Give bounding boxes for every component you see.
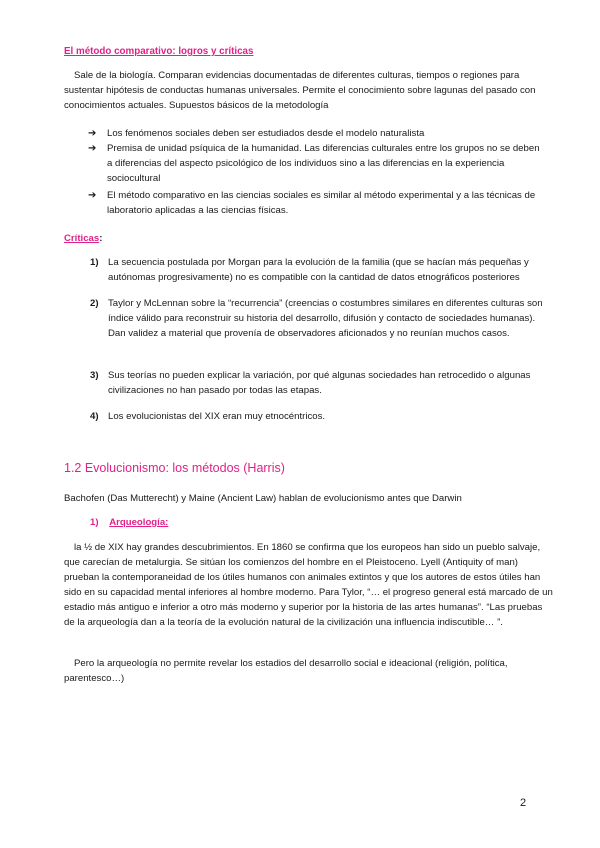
arqueologia-paragraph-2: Pero la arqueología no permite revelar los estadios del desarrollo social e ideacional (religión, política, parentesco…) xyxy=(64,658,508,684)
section2-intro: Bachofen (Das Mutterecht) y Maine (Ancient Law) hablan de evolucionismo antes que Darwin xyxy=(64,493,462,504)
list-number: 3) xyxy=(90,370,99,381)
arqueologia-paragraph: la ½ de XIX hay grandes descubrimientos. En 1860 se confirma que los europeos han sido un pueblo salvaje, que carecían de metalurgia. Se sitúan los comienzos del hombre en el Pleistoceno. Lyell (Antiquity of man) prueban la contemporaneidad de los útiles humanos con animales extintos y que los autores de estos útiles han sido en su capacidad mental inferiores al hombre moderno. Para Tylor, “… el progreso general está marcado de un estadio más antiguo e inferior a otro más moderno y superior por la historia de las artes humanas”. “Las pruebas de la arqueología dan a la teoría de la evolución natural de la civilización una influencia indiscutible… ”. xyxy=(64,542,553,628)
section-heading-metodo-comparativo: El método comparativo: logros y críticas xyxy=(64,46,254,57)
bullet-item: El método comparativo en las ciencias sociales es similar al método experimental y a las técnicas de laboratorio aplicadas a las ciencias físicas. xyxy=(107,190,536,216)
criticas-label xyxy=(64,231,102,246)
list-number: 2) xyxy=(90,298,99,309)
page-number: 2 xyxy=(520,797,527,809)
arrow-bullet-icon: ➔ xyxy=(88,190,97,201)
intro-paragraph: Sale de la biología. Comparan evidencias documentadas de diferentes culturas, tiempos o regiones para sustentar hipótesis de conductas humanas universales. Permite el conocimiento sobre lagunas del pasado con conocimientos actuales. Supuestos básicos de la metodología xyxy=(64,70,536,111)
bullet-item: Premisa de unidad psíquica de la humanidad. Las diferencias culturales entre los grupos no se deben a diferencias del aspecto psicológico de los individuos sino a las diferencias en la experiencia sociocultural xyxy=(107,143,540,184)
sub-heading xyxy=(90,515,168,530)
arrow-bullet-icon: ➔ xyxy=(88,128,97,139)
list-number: 1) xyxy=(90,257,99,268)
critica-item: Sus teorías no pueden explicar la variación, por qué algunas sociedades han retrocedido o algunas civilizaciones no han pasado por todas las etapas. xyxy=(108,370,531,396)
list-number: 4) xyxy=(90,411,99,422)
criticas-colon: : xyxy=(99,233,103,244)
bullet-item: Los fenómenos sociales deben ser estudiados desde el modelo naturalista xyxy=(107,128,425,139)
critica-item: Los evolucionistas del XIX eran muy etnocéntricos. xyxy=(108,411,326,422)
section-heading-evolucionismo: 1.2 Evolucionismo: los métodos (Harris) xyxy=(64,461,285,475)
critica-item: La secuencia postulada por Morgan para la evolución de la familia (que se hacían más pequeñas y autónomas progresivamente) no es compatible con la cantidad de datos etnográficos posteriores xyxy=(108,257,529,283)
sub-heading-title: Arqueología: xyxy=(109,517,169,528)
sub-heading-number: 1) xyxy=(90,517,99,528)
criticas-label-text: Críticas xyxy=(64,233,100,244)
arrow-bullet-icon: ➔ xyxy=(88,143,97,154)
critica-item: Taylor y McLennan sobre la “recurrencia” (creencias o costumbres similares en diferentes culturas son índice válido para reconstruir su historia del desarrollo, difusión y contacto de sociedades humanas). Dan validez a material que provenía de observadores aficionados y no reunían muchos casos. xyxy=(108,298,543,339)
